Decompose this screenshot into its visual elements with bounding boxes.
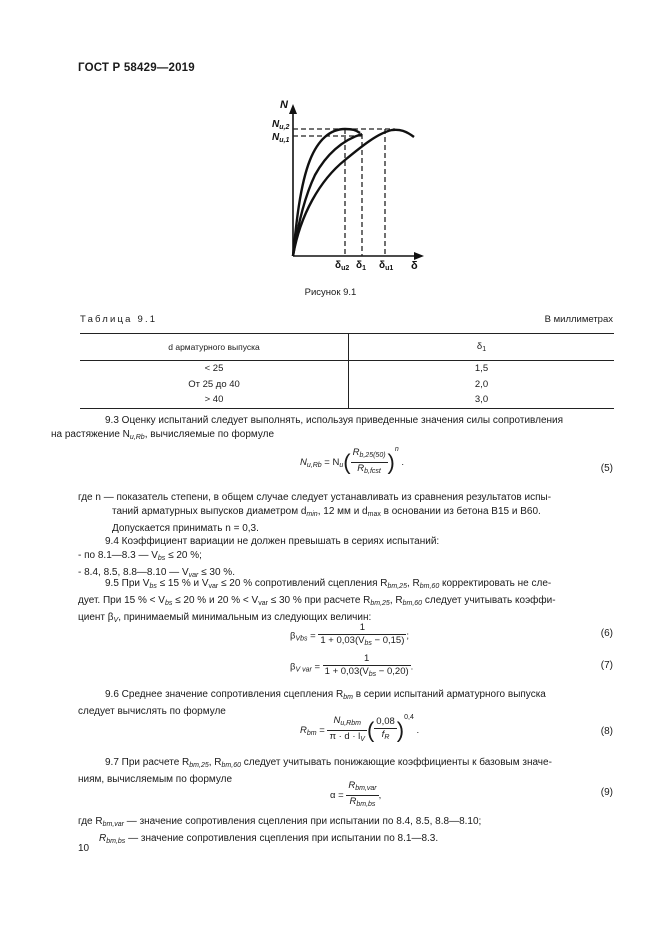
table-9-1 (80, 333, 614, 409)
x-tick-du2: $\delta_{u2}$ (335, 260, 350, 272)
document-header: ГОСТ Р 58429—2019 (78, 62, 195, 74)
figure-9-1 (260, 95, 440, 280)
equation-8: $R_{bm}$ = $\frac{N_{u,Rbm}}{\pi \cdot d \cdot l_V}$ ( $\frac{0,08}{f_R}$ )$^{0,4}$ . (300, 714, 420, 743)
table-row: От 25 до 40 2,0 (80, 377, 614, 393)
paragraph-9-6: 9.6 Среднее значение сопротивления сцепления $R_{bm}$ в серии испытаний арматурного выпуска следует вычислять по формуле (78, 689, 546, 717)
equation-5-number: (5) (600, 463, 613, 474)
y-tick-nu2: $N_{u,2}$ (272, 119, 290, 131)
table-row: > 40 3,0 (80, 392, 614, 408)
equation-7-number: (7) (600, 660, 613, 671)
x-tick-du1: $\delta_{u1}$ (379, 260, 394, 272)
paragraph-9-5: 9.5 При $V_{bs} \le 15$ % и $V_{var} \le 20$ % сопротивлений сцепления $R_{bm,25}$, $R_{bm,60}$ корректировать не сле- дует. При 15 % < $V_{bs} \le 20$ % и 20 % < $V_{var} \le 30$ % при расчете $R_{bm,25}$, $R_{bm,60}$ следует учитывать коэффи- циент $\beta_V$, принимаемый минимальным из следующих величин: (78, 578, 556, 624)
equation-6-number: (6) (600, 628, 613, 639)
curves (293, 129, 414, 256)
page-number: 10 (78, 843, 90, 854)
curve-upper (293, 129, 360, 256)
table-units: В миллиметрах (544, 314, 613, 325)
table-row: < 25 1,5 (80, 361, 614, 377)
table-header-delta: $\delta_1$ (349, 334, 615, 361)
curve-lower (293, 130, 414, 256)
y-tick-nu1: $N_{u,1}$ (272, 132, 290, 144)
paragraph-n-definition: где n — показатель степени, в общем случае следует устанавливать из сравнения результатов испы- таний арматурных выпусков диаметром $d_{min}$, 12 мм и $d_{max}$ в основании из бетона В15 и В60. Допускается принимать n = 0,3. (78, 492, 552, 534)
paragraph-9-4: 9.4 Коэффициент вариации не должен превышать в сериях испытаний: - по 8.1—8.3 — $V_{bs} \le 20$ %; - 8.4, 8.5, 8.8—8.10 — $V_{var} \le 30$ %. (78, 536, 440, 579)
paragraph-where: где $R_{bm,var}$ — значение сопротивления сцепления при испытании по 8.4, 8.5, 8.8—8.10; $R_{bm,bs}$ — значение сопротивления сцепления при испытании по 8.1—8.3. (78, 816, 482, 845)
y-axis-label: N (280, 99, 288, 111)
equation-5: $N_{u,Rb} = N_u$( $\frac{R_{b,25(50)}}{R_{b,fcst}}$ )$^n$ . (300, 446, 405, 475)
equation-8-number: (8) (600, 726, 613, 737)
x-axis-label: δ (411, 260, 418, 272)
x-axis (293, 252, 424, 260)
paragraph-9-7: 9.7 При расчете $R_{bm,25}$, $R_{bm,60}$ следует учитывать понижающие коэффициенты к базовым значе- ниям, вычисляемым по формуле (78, 757, 552, 785)
paragraph-9-3: 9.3 Оценку испытаний следует выполнять, используя приведенные значения силы сопротивления на растяжение $N_{u,Rb}$, вычисляемые по формуле (51, 415, 564, 441)
figure-caption: Рисунок 9.1 (304, 287, 357, 298)
equation-6: $\beta_{Vbs}$ = $\frac{1}{1 + 0,03(V_{bs} - 0,15)}$ ; (290, 622, 409, 647)
x-tick-d1: $\delta_1$ (356, 260, 366, 272)
equation-7: $\beta_{V var}$ = $\frac{1}{1 + 0,03(V_{bs} - 0,20)}$ . (290, 653, 414, 678)
table-header-d: d арматурного выпуска (80, 334, 349, 361)
equation-9-number: (9) (600, 787, 613, 798)
curve-middle (293, 134, 362, 256)
equation-9: α = $\frac{R_{bm,var}}{R_{bm,bs}}$ , (330, 780, 382, 808)
table-title: Таблица 9.1 (80, 314, 158, 325)
